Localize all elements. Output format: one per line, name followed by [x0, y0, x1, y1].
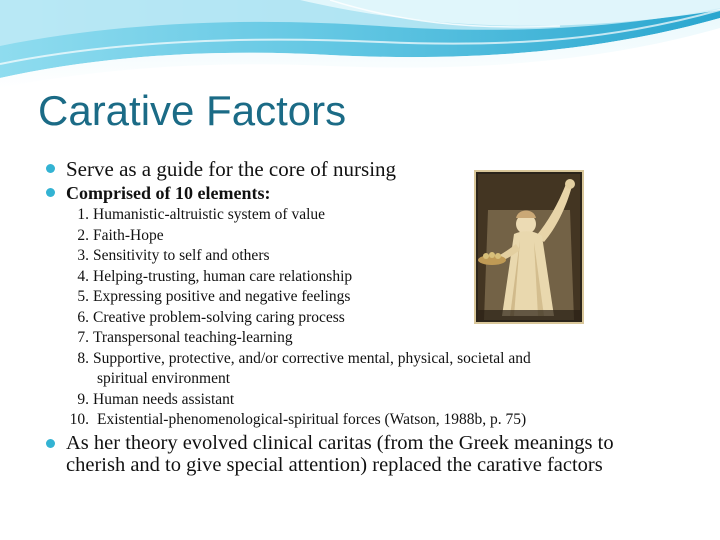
- bullet-marker: [46, 164, 55, 173]
- bullet-elements-heading: Comprised of 10 elements:: [66, 183, 271, 203]
- bullet-guide: Serve as a guide for the core of nursing: [66, 157, 397, 181]
- bullet-caritas: As her theory evolved clinical caritas (from the Greek meanings to cherish and to give special attention) replaced the carative factors: [66, 432, 614, 476]
- header-wave-decoration: [0, 0, 720, 90]
- bullet-marker: [46, 188, 55, 197]
- bullet-marker: [46, 439, 55, 448]
- slide-title: Carative Factors: [38, 87, 347, 134]
- slide: Carative Factors Serve as a guide for the core of nursing Comprised of 10 elements: 1. Humanistic-altruistic system of value 2. Faith-Hope 3. Sensitivity to self and others 4. Helping-trusting, human care relationship 5. Expressing positive and negative feelings 6. Creative problem-solving caring process 7. Transpersonal teaching-learning 8. Supportive, protective, and/or corrective mental, physical, societal and spiritual environment 9. Human needs assistant 10. Existential-phenomenological-spiritual forces (Watson, 1988b, p. 75) As her theory evolved clinical caritas (from the Greek meanings to cherish and to give special attention) replaced the carative factors: [0, 0, 720, 540]
- painting-image: [474, 170, 584, 324]
